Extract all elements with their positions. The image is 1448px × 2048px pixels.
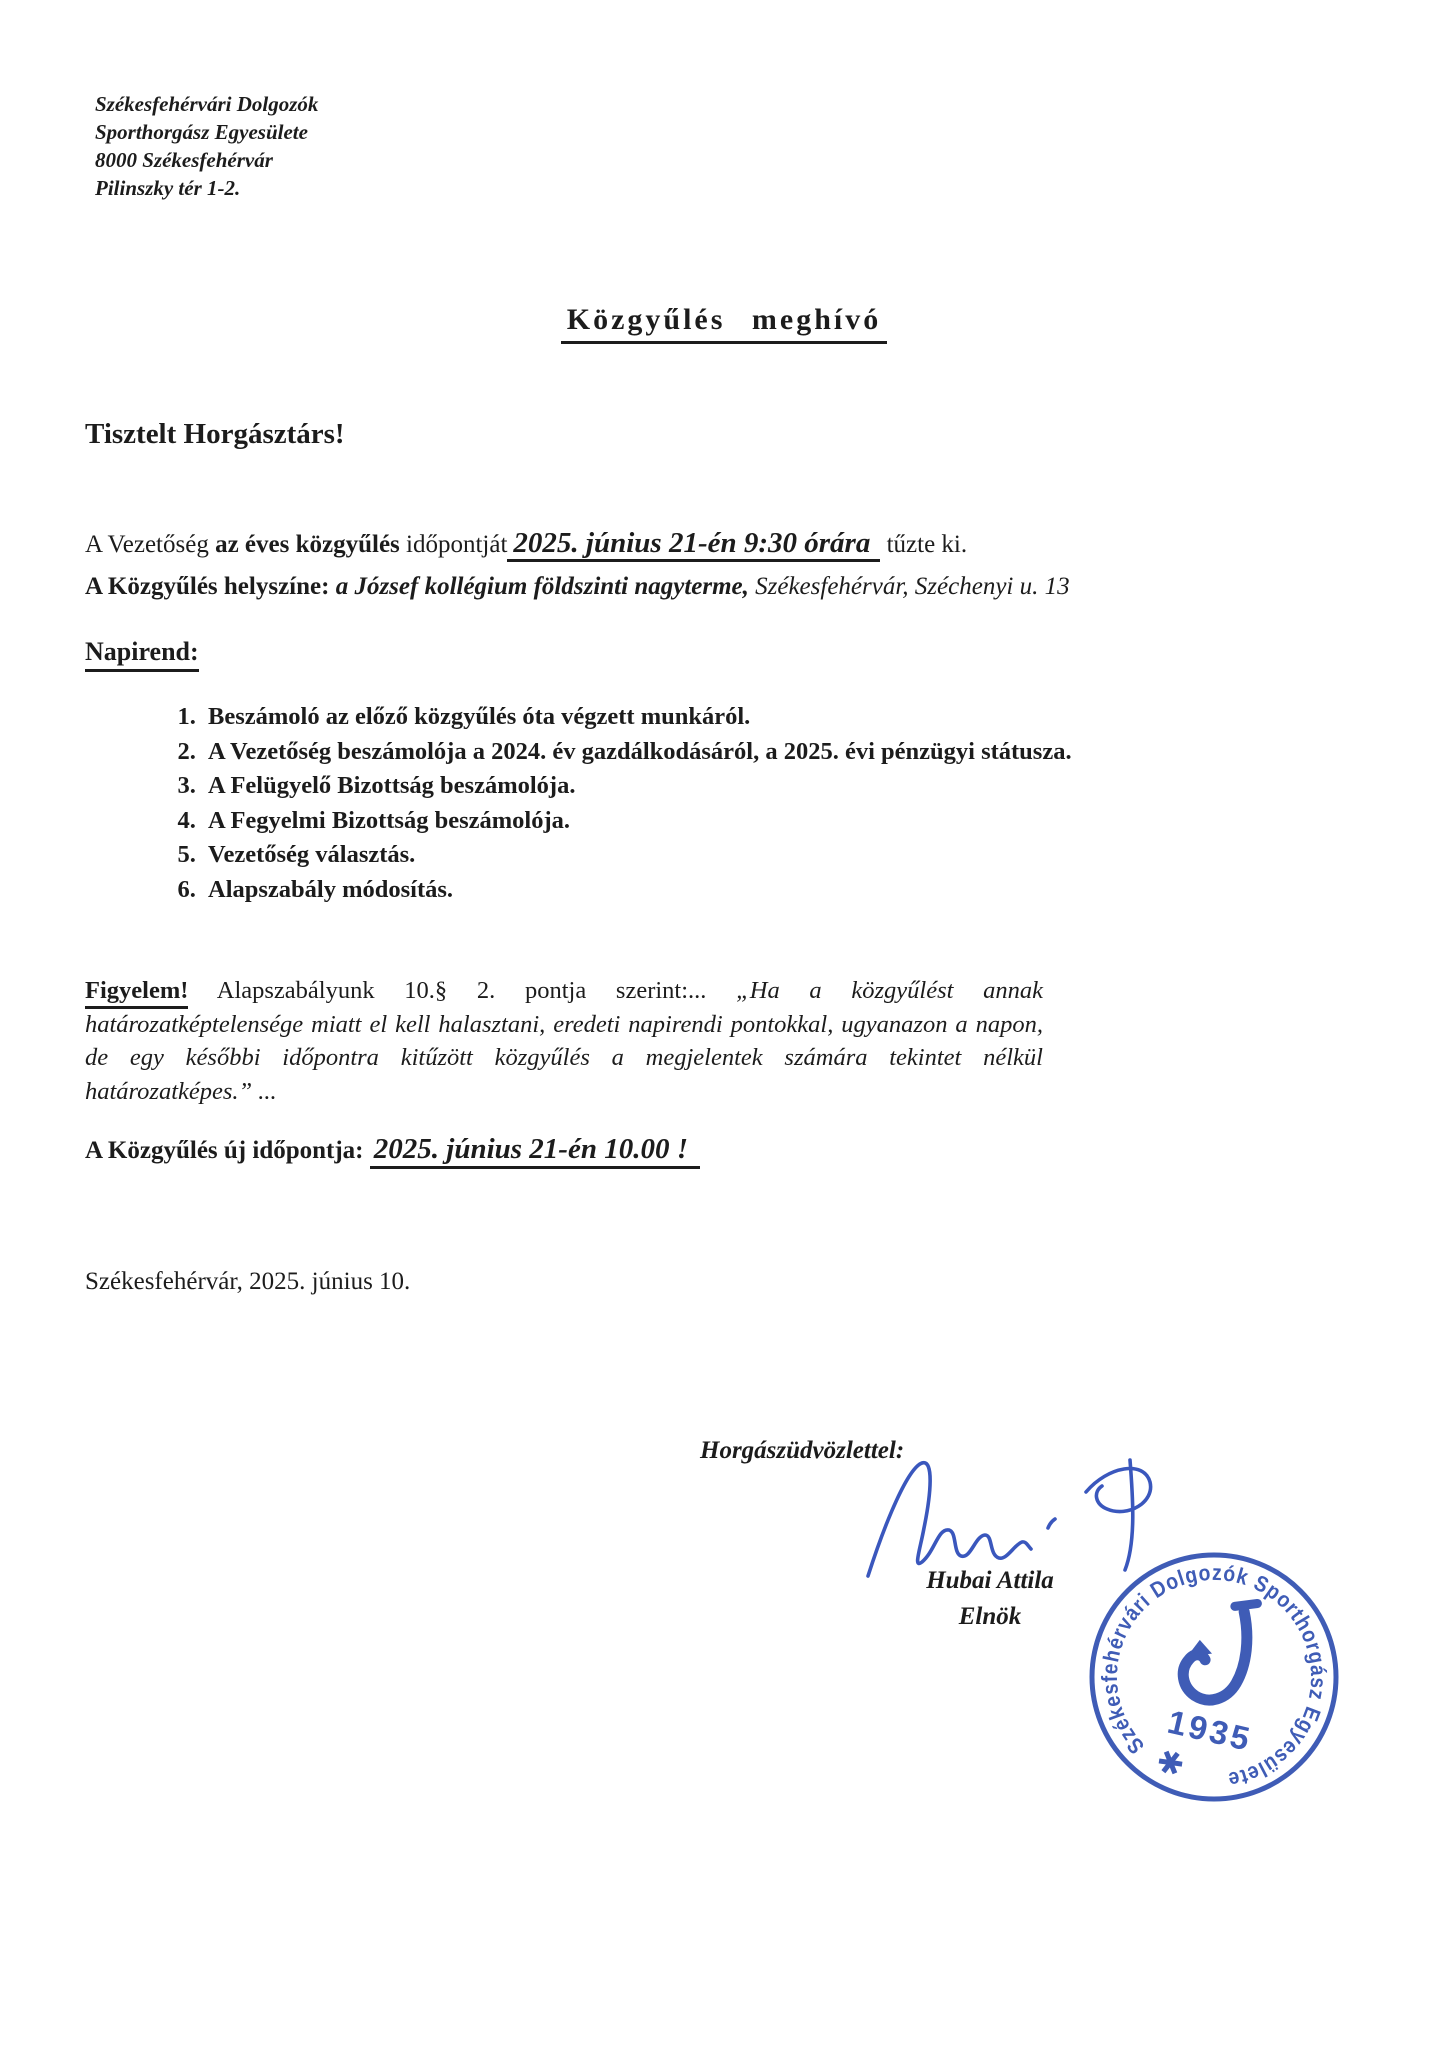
sender-line: 8000 Székesfehérvár <box>95 148 273 172</box>
new-time-label: A Közgyűlés új időpontja: <box>85 1137 370 1164</box>
location-venue: a József kollégium földszinti nagyterme, <box>329 573 749 600</box>
meeting-datetime-line <box>85 522 1365 566</box>
document-title: Közgyűlés meghívó <box>561 303 888 344</box>
agenda-item: 6. Alapszabály módosítás. <box>202 873 1072 908</box>
agenda-heading-text: Napirend: <box>85 637 199 672</box>
meeting-datetime: 2025. június 21-én 9:30 órára <box>507 527 880 562</box>
notice-label: Figyelem! <box>85 977 188 1009</box>
stamp-year: 1935 <box>1164 1702 1256 1758</box>
title-row <box>0 303 1448 344</box>
agenda-heading <box>85 637 199 667</box>
schedule-text-bold: az éves közgyűlés <box>215 531 407 558</box>
closing-salutation: Horgászüdvözlettel: <box>700 1437 905 1464</box>
agenda-item: 4. A Fegyelmi Bizottság beszámolója. <box>202 804 1072 839</box>
location-city: Székesfehérvár, Széchenyi u. 13 <box>748 573 1070 600</box>
stamp-border-circle <box>1092 1555 1336 1799</box>
notice-quote: „Ha a közgyűlést annak határozatképtelensége miatt el kell halasztani, eredeti napirendi pontokkal, ugyanazon a napon, de egy későbbi időpontra kitűzött közgyűlés a megjelentek számára tekintet nélkül határozatképes.” ... <box>85 977 1043 1105</box>
stamp-ring-text: Székesfehérvári Dolgozók Sporthorgász Egyesülete <box>1096 1559 1332 1794</box>
association-stamp <box>1083 1546 1345 1808</box>
agenda-item: 3. A Felügyelő Bizottság beszámolója. <box>202 769 1072 804</box>
dateline: Székesfehérvár, 2025. június 10. <box>85 1268 411 1295</box>
schedule-text: tűzte ki. <box>880 531 968 558</box>
sender-line: Sporthorgász Egyesülete <box>95 120 308 144</box>
agenda-item: 1. Beszámoló az előző közgyűlés óta végzett munkáról. <box>202 700 1072 735</box>
schedule-text: időpontját <box>406 531 508 558</box>
notice-lead: Alapszabályunk 10.§ 2. pontja szerint:... <box>188 977 737 1004</box>
stamp-asterisk-icon: ✱ <box>1151 1740 1191 1786</box>
sender-line: Székesfehérvári Dolgozók <box>95 92 319 116</box>
fish-hook-icon <box>1180 1595 1257 1705</box>
signature-stroke <box>1048 1519 1055 1528</box>
signer-name: Hubai Attila <box>926 1567 1054 1594</box>
signature-stroke <box>868 1463 1031 1576</box>
notice-paragraph <box>85 974 1043 1108</box>
signature-block <box>865 1563 1115 1635</box>
agenda-item: 2. A Vezetőség beszámolója a 2024. év gazdálkodásáról, a 2025. évi pénzügyi státusza. <box>202 735 1072 770</box>
sender-line: Pilinszky tér 1-2. <box>95 176 241 200</box>
agenda-list <box>160 700 1072 907</box>
new-time-line <box>85 1133 700 1166</box>
new-time-value: 2025. június 21-én 10.00 ! <box>370 1133 700 1169</box>
salutation: Tisztelt Horgásztárs! <box>85 418 345 450</box>
meeting-location-line <box>85 566 1365 608</box>
meeting-schedule <box>85 522 1365 608</box>
sender-address <box>95 90 318 202</box>
location-label: A Közgyűlés helyszíne: <box>85 573 330 600</box>
signer-role: Elnök <box>958 1603 1022 1630</box>
signature-stroke <box>1086 1469 1151 1512</box>
schedule-text: A Vezetőség <box>85 531 216 558</box>
agenda-item: 5. Vezetőség választás. <box>202 838 1072 873</box>
